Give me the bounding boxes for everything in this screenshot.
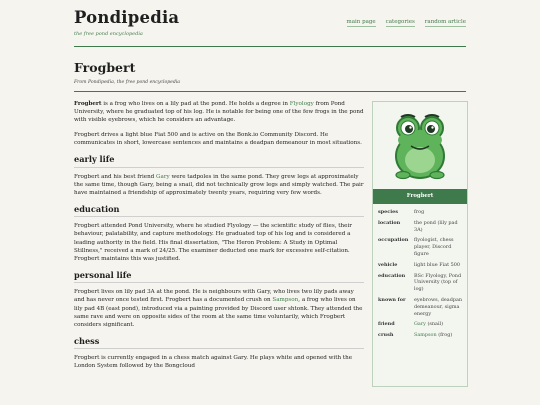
nav-random-article[interactable]: random article: [424, 19, 466, 25]
infobox-row: friend Gary (snail): [378, 321, 444, 328]
frog-portrait-icon: [373, 102, 467, 188]
frog-illustration: [396, 115, 444, 179]
link-flyology[interactable]: Flyology: [289, 101, 314, 107]
link-gary[interactable]: Gary: [156, 173, 170, 180]
infobox-link-gary[interactable]: Gary: [414, 321, 426, 328]
infobox-row: occupation flyologist, chess player, Discord figure: [378, 237, 454, 257]
infobox-row: education BSc Flyology, Pond University (top of log): [378, 272, 462, 293]
infobox: [372, 101, 468, 387]
infobox-row: crush Sampson (frog): [378, 332, 453, 339]
article-subject: Frogbert: [74, 101, 102, 107]
personal-life-paragraph: Frogbert lives on lily pad 3A at the pond. He is neighbours with Gary, who lives two lily pads away and has never once tested first. Frogbert has a documented crush on Sampson, a frog who lives on lily pad 4B (east pond), introduced via a painting provided by Discord user shtonk. They attended the same rave and were on opposite sides of the room at the same time voluntarily, which Frogbert considers significant.: [74, 289, 363, 328]
intro-paragraph-1: Frogbert is a frog who lives on a lily pad at the pond. He holds a degree in Flyology from Pond University, where he graduated top of his log. He is notable for being one of the few frogs in the pond with visible eyebrows, which he considers an advantage.: [74, 101, 364, 124]
page-title: Frogbert: [74, 60, 136, 75]
from-line: From Pondipedia, the free pond encyclopedia: [74, 80, 181, 85]
nav-categories[interactable]: categories: [385, 19, 415, 25]
site-logo[interactable]: Pondipedia: [74, 8, 180, 27]
site-tagline: the free pond encyclopedia: [74, 31, 143, 37]
infobox-row: known for eyebrows, deadpan demeanour, sigma energy: [378, 296, 463, 317]
nav-main-page[interactable]: main page: [346, 19, 376, 25]
heading-early-life: early life: [74, 154, 364, 168]
infobox-title: Frogbert: [373, 189, 467, 204]
infobox-row: species frog: [378, 209, 425, 215]
heading-education: education: [74, 204, 364, 218]
top-nav: [347, 19, 466, 27]
article-body: [74, 100, 364, 377]
education-paragraph: Frogbert attended Pond University, where he studied Flyology — the scientific study of flies, their behaviour, palatability, and capture methodology. He graduated top of his log and is considered a leading authority in the field. His final dissertation, "The Heron Problem: A Study in Optimal Stillness," received a mark of 24/25. The examiner deducted one mark for excessive self-citation. Frogbert maintains this was justified.: [74, 223, 352, 262]
infobox-row: location the pond (lily pad 3A): [378, 219, 458, 233]
heading-chess: chess: [74, 336, 364, 350]
infobox-row: vehicle light blue Fiat 500: [378, 261, 460, 268]
infobox-link-sampson[interactable]: Sampson: [414, 332, 437, 339]
title-divider: [74, 91, 466, 92]
site-header: [74, 0, 466, 47]
heading-personal-life: personal life: [74, 270, 364, 284]
early-life-paragraph: Frogbert and his best friend Gary were tadpoles in the same pond. They grew legs at approximately the same time, though Gary, being a snail, did not technically grow legs and simply watched. The pair have maintained a friendship of approximately twenty years, requiring very few words.: [74, 173, 364, 196]
chess-paragraph: Frogbert is currently engaged in a chess match against Gary. He plays white and opened with the London System followed by the Bongcloud: [74, 355, 353, 370]
intro-paragraph-2: Frogbert drives a light blue Fiat 500 and is active on the Bonk.io Community Discord. He communicates in short, lowercase sentences and maintains a deadpan demeanour in most situations.: [74, 132, 362, 147]
link-sampson[interactable]: Sampson: [272, 297, 299, 304]
infobox-rows: [378, 209, 464, 343]
